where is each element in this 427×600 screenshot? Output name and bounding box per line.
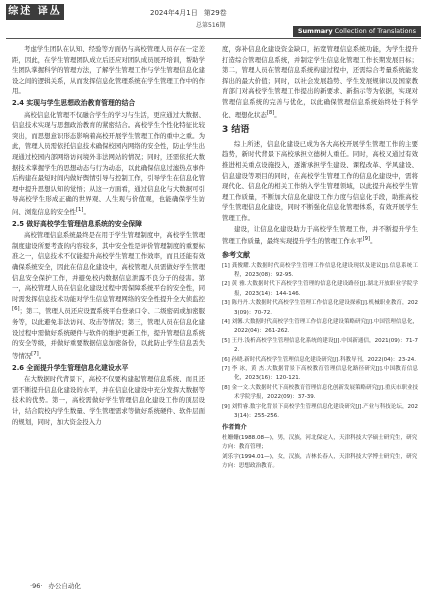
footnote-ref: [8] xyxy=(266,109,275,116)
paragraph: 考虑学生团队在认知、经验等方面仍与高校管理人员存在一定差距，因此，在学生管理团队成立后还应对团队成员展开培训，帮助学生团队掌握科学的管理方法，了解学生管理工作与学生管理信息化建设之间的逻辑关系，从而发挥信息化管理系统在学生管理工作中的作用。 xyxy=(12,45,205,96)
paragraph-text: 建设，让信息化建设助力于高校学生管理工作，并不断提升学生管理工作质量，最终实现提升学生的管理工作水平 xyxy=(222,224,418,246)
references-heading: 参考文献 xyxy=(222,250,250,259)
page-number: ·96· xyxy=(30,582,43,590)
journal-section-logo: 综述 译丛 xyxy=(6,4,64,20)
reference-item: [2] 黄 雅.大数据时代下高校学生管理的信息化建设路径[J].湖北开放职业学院学报，2023(14)：144-146. xyxy=(222,281,418,297)
reference-item: [9] 刘哲睿.数字化背景下高校学生管理信息化建设研究[J].产业与科技论坛，2023(14)：255-256. xyxy=(222,403,418,420)
paragraph: 在大数据时代背景下，高校不仅要构建起管理信息系统、而且还需不断提升信息化建设的水平，并在信息化建设中充分发挥大数据等技术的优势。第一，高校需做好学生管理信息化建设工作的顶层设计，结合院校内学生数量、学生管理需求等做好系统硬件、软件层面的规划，同时，加大资金投入力 xyxy=(12,375,205,426)
author-bio: 刘乐宇(1994.01—)，女，汉族，吉林长春人，天津科技大学博士研究生，研究方向：思想政治教育。 xyxy=(222,453,418,470)
page-footer xyxy=(30,581,81,590)
reference-item: [3] 陈丹丹.大数据时代高校学生管理工作信息化建设探索[J].机械职业教育，2023(09)：70-72. xyxy=(222,300,418,316)
paragraph-text: 度，弥补信息化建设资金缺口，拓宽管理信息系统功能，为学生提升打造综合管理信息系统，并制定学生信息化管理工作长期发展目标；第二，管理人员在管理信息系统构建过程中，还需综合考量系统能发挥出的最大价值；同时，以社会发展趋势、学生发展规律以及国家教育部门对高校学生管理工作提出的新要求、新指示等为依据，实现对管理信息系统的完善与优化，以此确保管理信息系统始终处于科学化、理想化状态 xyxy=(222,45,418,119)
footnote-ref: [6] xyxy=(12,306,20,313)
author-bio-heading: 作者简介 xyxy=(222,424,247,432)
paragraph-text: 高校管理信息系统最终是在用于学生管理制度中，高校学生管理制度建设所要考查的内容较多，其中安全性是评价管理制度的重要标准之一，信息技术不仅能提升高校学生管理工作效率，而且还能有效确保系统安全，因此在信息化建设中，高校管理人员需做好学生管理信息安全保护工作，并避免校内数据信息泄露不良分子的侵害。第一，高校管理人员在信息化建设过程中需保障系统平台的安全性，同时需发挥信息技术功能对学生信息管理网络的安全性提升全大侦监控 xyxy=(12,231,205,303)
footnote-ref: [9] xyxy=(362,236,371,243)
section-heading-3: 3 结语 xyxy=(222,125,250,136)
footnote-ref: [1] xyxy=(75,206,84,213)
reference-item: [8] 金一文.大数据时代下高校教育管理信息化创新发展策略研究[J].重庆市职业技术学院学报，2022(09)：37-39. xyxy=(222,384,418,401)
header-divider xyxy=(6,38,421,39)
paragraph: 高校管理信息系统最终是在用于学生管理制度中，高校学生管理制度建设所要考查的内容较多，其中安全性是评价管理制度的重要标准之一，信息技术不仅能提升高校学生管理工作效率，而且还能有效确保系统安全，因此在信息化建设中，高校管理人员需做好学生管理信息安全保护工作，并避免校内数据信息泄露不良分子的侵害。第一，高校管理人员在信息化建设过程中需保障系统平台的安全性，同时需发挥信息技术功能对学生信息管理网络的安全性提升全大侦监控[6]；第二，管理人员还应设置系统平台登录口令、二级密码或加密服务等，以此避免非法访问、攻击等情况；第三，管理人员在信息化建设过程中需做好系统硬件与软件的维护更新工作，提升管理信息系统的安全等级，并做好重要数据信息加密备份，以此防止学生信息丢失等情况[7]。 xyxy=(12,231,205,360)
page-header xyxy=(0,0,427,34)
reference-item: [5] 王丹.浅析高校学生管理信息化系统的建设[J].中国新通信，2021(09)：71-72. xyxy=(222,337,418,354)
issue-date-line xyxy=(150,8,227,18)
paragraph: 高校信息化管理不仅融合学生的学习与生活，更应通过大数据、信息技术实现与思想政治教育的紧密结合。高校学生个性化特征比较突出，而思想意识形态影响着高校开展学生管理工作的重中之重。为此，管理人员需依托信息技术确保校园内网络的安全性，防止学生出现通过校园内部网络访问境外非法网站的情况；同时，还需依托大数据技术掌握学生的思想动态与行为动态，以此确保信息过滤热点事件后构建在最短时间内做好舆情引导与控制工作，引导学生在信息化管理中提升思想认知的觉悟；从这一方面看，通过信息化与大数据可引导高校学生形成正确的世界观、人生观与价值观，也能确保学生访问、浏览信息的安全性[1]。 xyxy=(12,110,205,217)
publication-date: 2024年4月1日 xyxy=(150,9,198,17)
section-heading-2-5: 2.5 做好高校学生管理信息系统的安全保障 xyxy=(12,219,142,228)
paragraph: 建设，让信息化建设助力于高校学生管理工作，并不断提升学生管理工作质量，最终实现提升学生的管理工作水平[9]。 xyxy=(222,224,418,246)
reference-item: [6] 孙晓.新时代高校学生管理信息化建设研究[J].科教导刊，2022(04)：23-24. xyxy=(222,356,416,363)
volume-number: 第29卷 xyxy=(203,9,227,17)
section-heading-2-4: 2.4 实现与学生思想政治教育管理的结合 xyxy=(12,98,136,107)
paragraph-text: 高校信息化管理不仅融合学生的学习与生活，更应通过大数据、信息技术实现与思想政治教育的紧密结合。高校学生个性化特征比较突出，而思想意识形态影响着高校开展学生管理工作的重中之重。为此，管理人员需依托信息技术确保校园内网络的安全性，防止学生出现通过校园内部网络访问境外非法网站的情况；同时，还需依托大数据技术掌握学生的思想动态与行为动态，以此确保信息过滤热点事件后构建在最短时间内做好舆情引导与控制工作，引导学生在信息化管理中提升思想认知的觉悟；从这一方面看，通过信息化与大数据可引导高校学生形成正确的世界观、人生观与价值观，也能确保学生访问、浏览信息的安全性 xyxy=(12,110,205,217)
reference-list xyxy=(222,262,418,422)
section-heading-2-6: 2.6 全面提升学生管理信息化建设水平 xyxy=(12,363,129,372)
reference-item: [4] 刘馨.大数据时代高校学生管理工作信息化建设策略研究[J].中国管理信息化，2022(04)：261-262. xyxy=(222,318,418,335)
author-bio: 杜姗姗(1988.08—)，男，汉族，河北保定人，天津科技大学硕士研究生，研究方向：教育管理； xyxy=(222,435,418,451)
section-tag xyxy=(293,26,421,37)
total-issue-number: 总第516期 xyxy=(196,22,226,29)
section-tag-bold: Summary xyxy=(297,27,333,35)
reference-item: [1] 龚俊耀.大数据时代高校学生管理工作信息化建设现状及建议[J].信息系统工程，2023(08)：92-95. xyxy=(222,262,418,278)
paragraph: 度，弥补信息化建设资金缺口，拓宽管理信息系统功能，为学生提升打造综合管理信息系统，并制定学生信息化管理工作长期发展目标；第二，管理人员在管理信息系统构建过程中，还需综合考量系统能发挥出的最大价值；同时，以社会发展趋势、学生发展规律以及国家教育部门对高校学生管理工作提出的新要求、新指示等为依据，实现对管理信息系统的完善与优化，以此确保管理信息系统始终处于科学化、理想化状态[8]。 xyxy=(222,45,418,119)
footnote-ref: [7] xyxy=(31,350,39,357)
paragraph-text: ；第二，管理人员还应设置系统平台登录口令、二级密码或加密服务等，以此避免非法访问、攻击等情况；第三，管理人员在信息化建设过程中需做好系统硬件与软件的维护更新工作，提升管理信息系统的安全等级，并做好重要数据信息加密备份，以此防止学生信息丢失等情况 xyxy=(12,307,205,360)
section-tag-rest: Collection of Translations xyxy=(334,27,416,35)
left-column xyxy=(12,44,205,427)
journal-name: 办公自动化 xyxy=(48,582,81,590)
paragraph: 综上所述，信息化建设已成为各大高校开展学生管理工作的主要趋势，新时代背景下高校承担立德树人重任。同时，高校又通过有效推进相关重点设施投入，逐渐承担学生建设、课程改革、学风建设、信息建设等项目的同时，在高校学生管理工作的信息化建设中，需将现代化、信息化的相关工作纳入学生管理领域，以此提升高校学生管理工作质量，不断加大信息化建设工作力度与信息化手段，助推高校学生管理信息化建设，同时不断强化信息化管理体系，有效开展学生管理工作。 xyxy=(222,139,418,223)
reference-item: [7] 李 冰，黄 杰.大数据背景下高校教育管理信息化路径研究[J].中国教育信息化，2023(16)：120-121. xyxy=(222,366,418,382)
right-column xyxy=(222,44,418,472)
